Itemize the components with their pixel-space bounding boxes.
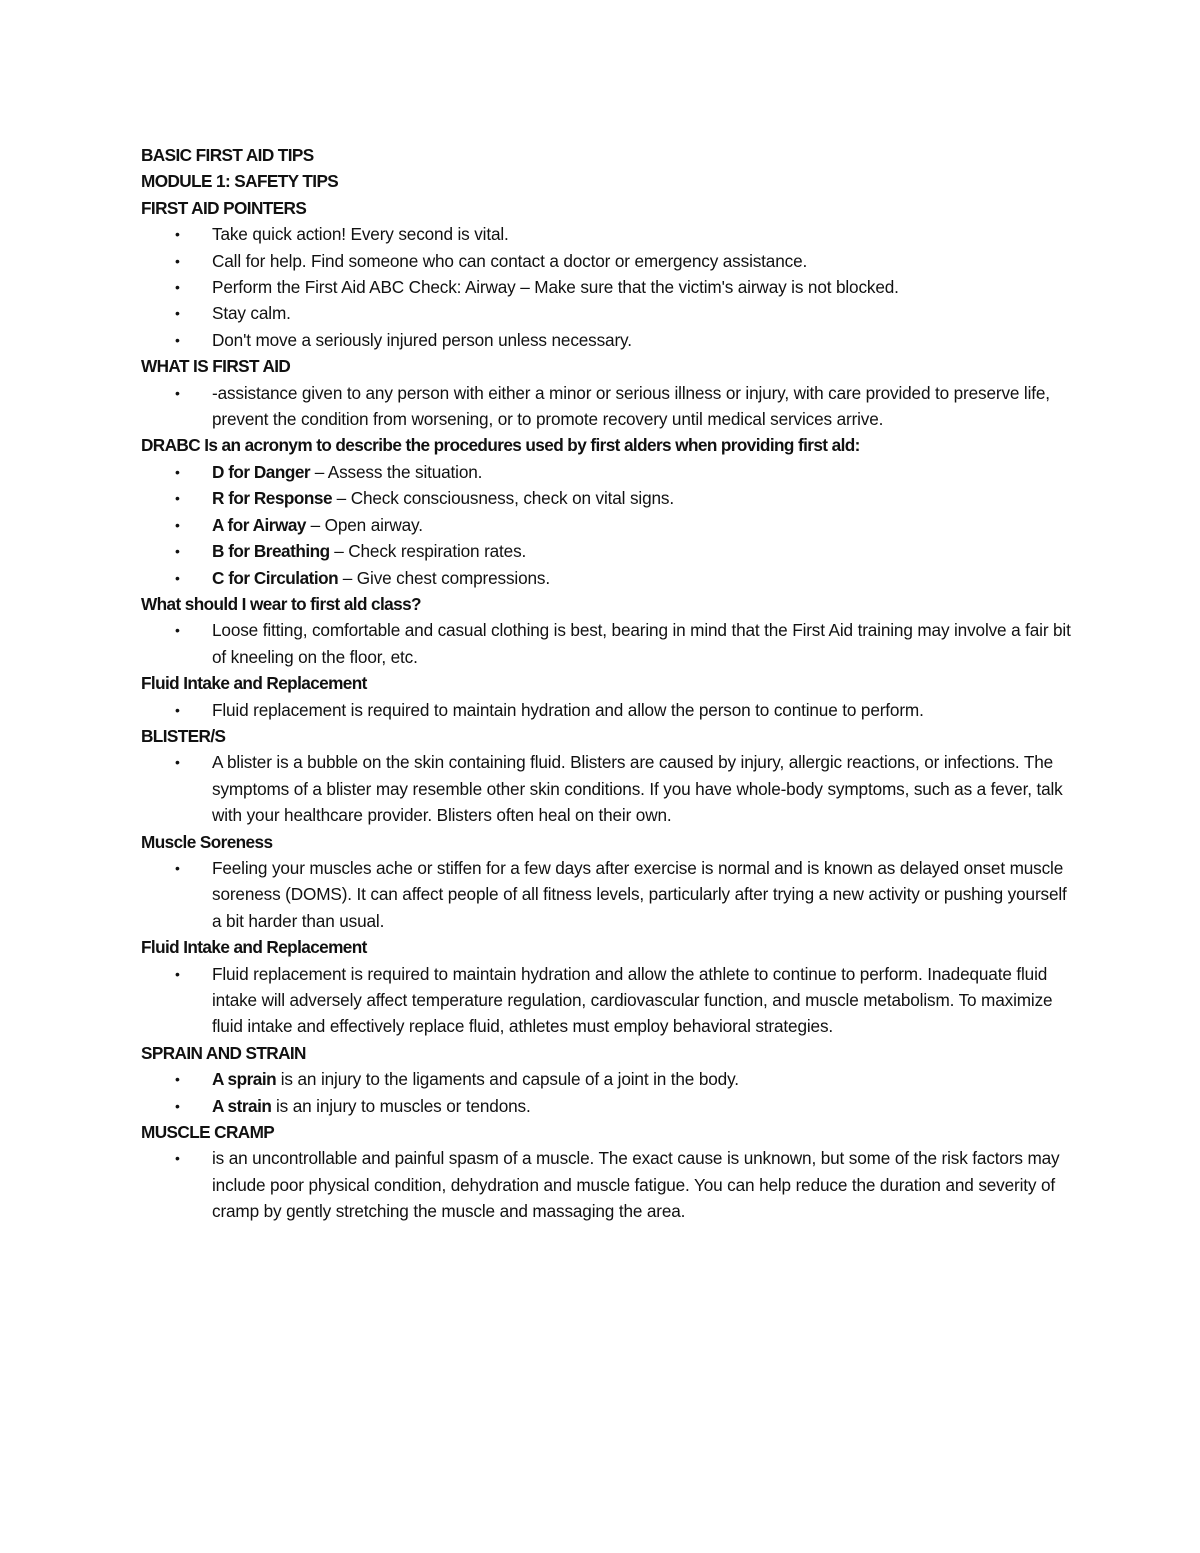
bullet-icon: • [175,252,180,269]
list-item-term: C for Circulation [212,567,339,588]
document-title: BASIC FIRST AID TIPS [141,145,314,165]
bullet-list [141,1066,1071,1119]
bullet-icon: • [175,622,180,639]
list-item-term: B for Breathing [212,541,330,562]
bullet-icon: • [175,754,180,771]
list-item [141,380,1071,433]
section-heading: SPRAIN AND STRAIN [141,1042,306,1063]
bullet-icon: • [175,331,180,348]
sections-container [141,195,1071,1225]
list-item [141,1093,1071,1119]
document-section [141,670,1071,723]
list-item-term: A strain [212,1095,272,1116]
list-item-description: Fluid replacement is required to maintain hydration and allow the athlete to continue to perform. Inadequate fluid intake will adversely affect temperature regulation, cardiovascular function, and muscle metabolism. To maximize fluid intake and effectively replace fluid, athletes must employ behavioral strategies. [212,963,1053,1037]
bullet-icon: • [175,1150,180,1167]
document-section [141,829,1071,935]
module-title: MODULE 1: SAFETY TIPS [141,171,339,192]
bullet-list [141,221,1071,353]
list-item-text [212,541,526,561]
list-item-description: is an injury to the ligaments and capsule of a joint in the body. [276,1069,739,1090]
section-heading: Fluid Intake and Replacement [141,937,367,958]
list-item-term: A sprain [212,1069,277,1090]
list-item [141,697,1071,723]
list-item [141,300,1071,326]
bullet-icon: • [175,1071,180,1088]
bullet-list [141,855,1071,934]
section-heading: Muscle Soreness [141,831,273,852]
list-item-text [212,620,1071,666]
bullet-icon: • [175,543,180,560]
list-item-text [212,568,550,588]
list-item-description: is an injury to muscles or tendons. [271,1095,531,1116]
bullet-icon: • [175,516,180,533]
list-item-text [212,1148,1059,1221]
document-section [141,1119,1071,1225]
list-item-text [212,303,291,323]
list-item [141,274,1071,300]
bullet-icon: • [175,384,180,401]
list-item [141,512,1071,538]
list-item-description: Stay calm. [212,303,291,324]
list-item [141,485,1071,511]
list-item-term: D for Danger [212,461,311,482]
list-item-text [212,964,1052,1037]
list-item [141,565,1071,591]
bullet-icon: • [175,490,180,507]
bullet-icon: • [175,1097,180,1114]
bullet-list [141,749,1071,828]
list-item-text [212,858,1067,931]
section-heading: WHAT IS FIRST AID [141,356,291,377]
list-item-text [212,277,899,297]
document-section [141,195,1071,353]
section-heading: FIRST AID POINTERS [141,197,307,218]
bullet-icon: • [175,463,180,480]
list-item-description: A blister is a bubble on the skin containing fluid. Blisters are caused by injury, allergic reactions, or infections. The symptoms of a blister may resemble other skin conditions. If you have whole-body symptoms, such as a fever, talk with your healthcare provider. Blisters often heal on their own. [212,752,1063,826]
document-section [141,432,1071,590]
bullet-icon: • [175,701,180,718]
list-item-text [212,462,482,482]
list-item-text [212,1069,739,1089]
list-item [141,749,1071,828]
section-heading: BLISTER/S [141,725,226,746]
list-item-description: – Check respiration rates. [329,541,527,562]
bullet-list [141,380,1071,433]
document-section [141,723,1071,829]
list-item-term: A for Airway [212,514,306,535]
document-section [141,353,1071,432]
document-section [141,1040,1071,1119]
section-heading: Fluid Intake and Replacement [141,673,367,694]
list-item-description: – Check consciousness, check on vital signs. [332,488,674,509]
list-item-text [212,1096,531,1116]
list-item-description: – Assess the situation. [310,461,483,482]
list-item-description: Call for help. Find someone who can contact a doctor or emergency assistance. [212,250,808,271]
list-item-text [212,224,509,244]
list-item-description: is an uncontrollable and painful spasm of a muscle. The exact cause is unknown, but some of the risk factors may include poor physical condition, dehydration and muscle fatigue. You can help reduce the duration and severity of cramp by gently stretching the muscle and massaging the area. [212,1148,1060,1222]
list-item-description: – Give chest compressions. [338,567,550,588]
list-item-description: Don't move a seriously injured person unless necessary. [212,329,632,350]
bullet-icon: • [175,279,180,296]
list-item [141,961,1071,1040]
list-item-description: Perform the First Aid ABC Check: Airway – Make sure that the victim's airway is not blocked. [212,277,899,298]
bullet-list [141,459,1071,591]
list-item-text [212,515,423,535]
bullet-icon: • [175,965,180,982]
list-item-term: R for Response [212,488,333,509]
bullet-icon: • [175,305,180,322]
list-item [141,248,1071,274]
list-item-text [212,330,632,350]
list-item-text [212,488,674,508]
list-item [141,855,1071,934]
list-item [141,221,1071,247]
bullet-icon: • [175,859,180,876]
bullet-list [141,617,1071,670]
list-item [141,1066,1071,1092]
list-item [141,617,1071,670]
list-item-description: Feeling your muscles ache or stiffen for a few days after exercise is normal and is known as delayed onset muscle soreness (DOMS). It can affect people of all fitness levels, particularly after trying a new activity or pushing yourself a bit harder than usual. [212,857,1067,931]
list-item [141,459,1071,485]
document-section [141,591,1071,670]
list-item-description: Loose fitting, comfortable and casual clothing is best, bearing in mind that the First Aid training may involve a fair bit of kneeling on the floor, etc. [212,620,1071,667]
list-item-text [212,700,924,720]
list-item-description: -assistance given to any person with either a minor or serious illness or injury, with care provided to preserve life, prevent the condition from worsening, or to promote recovery until medical services arrive. [212,382,1050,430]
list-item-description: Fluid replacement is required to maintain hydration and allow the person to continue to perform. [212,699,924,720]
list-item-description: – Open airway. [305,514,423,535]
list-item [141,327,1071,353]
list-item [141,538,1071,564]
section-heading: MUSCLE CRAMP [141,1122,275,1143]
bullet-icon: • [175,226,180,243]
bullet-icon: • [175,569,180,586]
document-section [141,934,1071,1040]
document-page [141,142,1071,1225]
list-item-text [212,383,1050,429]
list-item-description: Take quick action! Every second is vital. [212,224,509,245]
bullet-list [141,1145,1071,1224]
section-heading: DRABC Is an acronym to describe the procedures used by first alders when providing first ald: [141,435,860,456]
list-item [141,1145,1071,1224]
section-heading: What should I wear to first ald class? [141,593,421,614]
list-item-text [212,752,1063,825]
bullet-list [141,961,1071,1040]
list-item-text [212,251,807,271]
bullet-list [141,697,1071,723]
